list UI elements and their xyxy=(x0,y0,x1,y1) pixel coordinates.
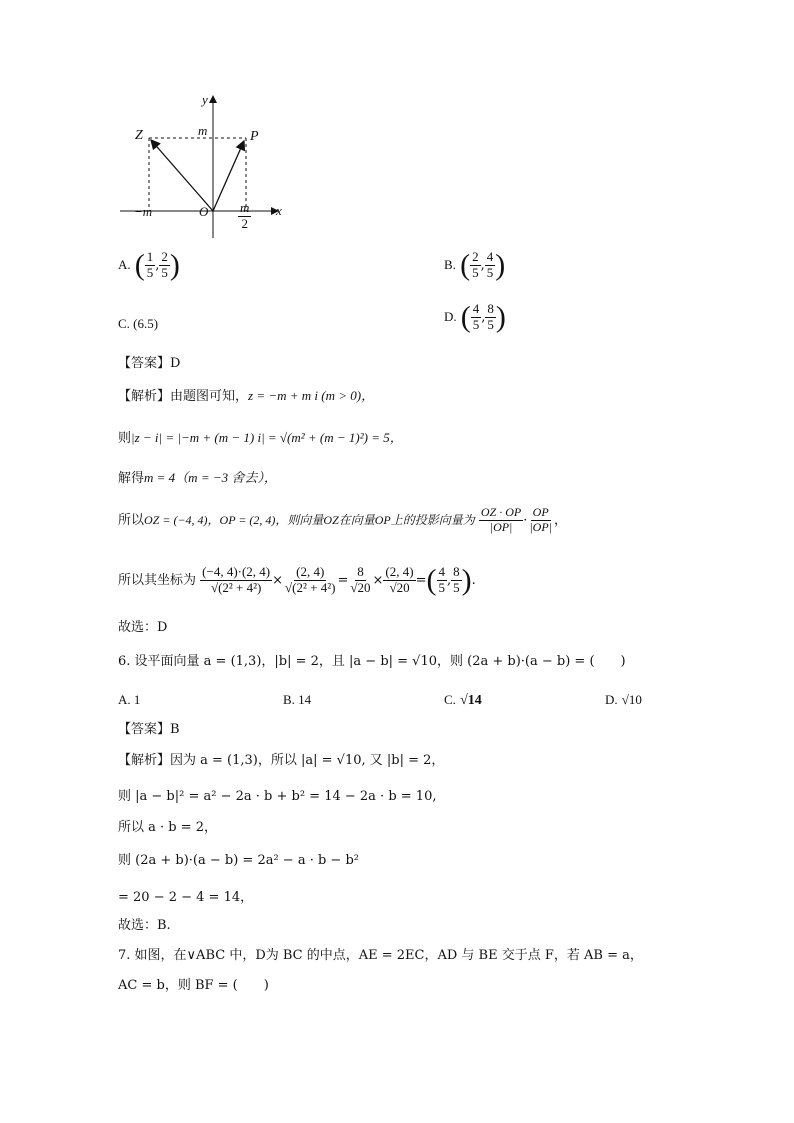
a-n1: 1 xyxy=(146,249,154,264)
q5-line3 xyxy=(118,470,277,487)
q6-option-D xyxy=(605,692,642,709)
q5-line2-formula: |z − i| = |−m + (m − 1) i| = √(m² + (m − 1)²) = 5， xyxy=(131,430,403,445)
q5-line4-formula: OZ = (−4, 4)，OP = (2, 4)，则向量OZ在向量OP上的投影向量为 xyxy=(144,512,475,527)
q7-line2: AC = b，则 BF = ( ) xyxy=(118,978,269,993)
q6-choose: 故选：B. xyxy=(118,918,171,933)
q5-f1-den: √(2² + 4²) xyxy=(210,579,262,595)
q5-proj-num: OZ · OP xyxy=(480,505,522,519)
b-n1: 2 xyxy=(472,249,479,264)
q5-r-n1: 4 xyxy=(438,564,445,579)
b-d1: 5 xyxy=(472,264,479,280)
option-A: A. ( $\frac{1}{5}$ , $\frac{2}{5}$ ) xyxy=(118,248,180,282)
label-Z: Z xyxy=(135,128,143,143)
q5-proj-den: |OP| xyxy=(489,519,513,534)
b-n2: 4 xyxy=(486,249,494,264)
label-O: O xyxy=(199,204,209,219)
d-d2: 5 xyxy=(487,316,494,332)
q5-r-d1: 5 xyxy=(438,579,445,595)
q6-option-C-value: √14 xyxy=(460,693,482,708)
q5-analysis-formula: z = −m + m i (m > 0)， xyxy=(248,388,375,403)
q5-analysis-line1 xyxy=(118,388,374,405)
label-neg-m: −m xyxy=(134,204,153,219)
q6-line1: 【解析】因为 a = (1,3)，所以 |a| = √10, 又 |b| = 2， xyxy=(118,753,445,768)
label-y: y xyxy=(202,92,208,107)
q5-f3-num: 8 xyxy=(357,564,364,579)
q6-option-B: B. 14 xyxy=(283,692,312,707)
label-m: m xyxy=(198,123,208,138)
q5-proj-num2: OP xyxy=(532,505,549,519)
q6-line2: 则 |a − b|² = a² − 2a · b + b² = 14 − 2a · b = 10, xyxy=(118,789,437,804)
q5-proj-den2: |OP| xyxy=(529,519,552,534)
q5-line5-prefix: 所以其坐标为 xyxy=(118,572,197,588)
q6-option-D-label: D. xyxy=(605,692,618,707)
q5-line2 xyxy=(118,430,403,447)
q6-line4: 则 (2a + b)·(a − b) = 2a² − a · b − b² xyxy=(118,853,359,868)
q5-f3-den: √20 xyxy=(350,579,371,595)
q5-r-d2: 5 xyxy=(453,579,460,595)
q5-f4-den: √20 xyxy=(389,579,410,595)
b-d2: 5 xyxy=(486,264,494,280)
vector-OZ xyxy=(151,140,213,211)
option-D: D. ( $\frac{4}{5}$ , $\frac{8}{5}$ ) xyxy=(444,300,506,334)
q5-line3-formula: m = 4（m = −3 舍去）， xyxy=(144,470,277,485)
q5-f1-num: (−4, 4)·(2, 4) xyxy=(202,564,271,579)
option-A-label: A. xyxy=(118,256,131,272)
q6-option-D-value: √10 xyxy=(621,692,642,707)
half-num: m xyxy=(240,200,250,215)
q5-f4-num: (2, 4) xyxy=(385,564,414,579)
q7-line1: 7. 如图，在∨ABC 中，D为 BC 的中点，AE = 2EC，AD 与 BE 交于点 F，若 AB = a， xyxy=(118,948,643,963)
label-P: P xyxy=(250,129,259,144)
q5-choose: 故选：D xyxy=(118,620,168,635)
d-n1: 4 xyxy=(472,301,480,316)
d-d1: 5 xyxy=(472,316,480,332)
a-d2: 5 xyxy=(161,264,168,280)
q6-answer: 【答案】B xyxy=(118,722,180,737)
option-B-label: B. xyxy=(444,256,456,272)
q5-f2-num: (2, 4) xyxy=(296,564,325,579)
label-half-m xyxy=(238,201,251,232)
q6-line3: 所以 a · b = 2， xyxy=(118,820,218,835)
q5-line5: 所以其坐标为 $\frac{(-4, 4)\cdot(2, 4)}{\text{√(2² + 4²)}}$ × $\frac{(2, 4)}{\text{√(2² + 4²)}}$ = $\frac{8}{√20}$ × $\frac{(2, 4)}{√20}$ =( $\frac{4}{5}$ , $\frac{8}{5}$ ). xyxy=(118,563,476,597)
q5-line2-prefix: 则 xyxy=(118,431,132,446)
q6-option-A: A. 1 xyxy=(118,692,141,707)
option-D-label: D. xyxy=(444,308,457,324)
a-n2: 2 xyxy=(161,249,168,264)
d-n2: 8 xyxy=(487,301,494,316)
half-den: 2 xyxy=(241,215,248,231)
q6-line5: = 20 − 2 − 4 = 14， xyxy=(118,890,254,905)
q5-analysis-head: 【解析】由题图可知， xyxy=(118,389,249,404)
a-d1: 5 xyxy=(146,264,154,280)
q5-line4-prefix: 所以 xyxy=(118,512,145,528)
option-C: C. (6.5) xyxy=(118,316,159,331)
q6-stem: 6. 设平面向量 a = (1,3)，|b| = 2，且 |a − b| = √10，则 (2a + b)·(a − b) = ( ) xyxy=(118,654,626,669)
q5-line4: 所以OZ = (−4, 4)，OP = (2, 4)，则向量OZ在向量OP上的投影向量为 $\frac{OZ \cdot OP}{|OP|}$ · $\frac{OP}{|OP|}$ ， xyxy=(118,505,567,534)
q6-option-C-label: C. xyxy=(444,692,456,707)
q5-f2-den: √(2² + 4²) xyxy=(285,579,336,595)
q5-answer: 【答案】D xyxy=(118,356,181,371)
q5-line3-prefix: 解得 xyxy=(118,471,145,486)
label-x: x xyxy=(276,203,282,218)
q5-r-n2: 8 xyxy=(453,564,460,579)
option-B: B. ( $\frac{2}{5}$ , $\frac{4}{5}$ ) xyxy=(444,248,506,282)
q6-option-C xyxy=(444,692,482,710)
